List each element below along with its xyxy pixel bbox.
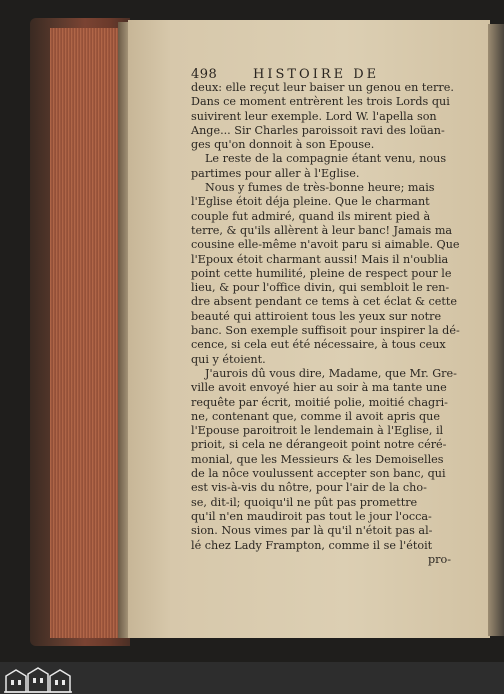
text-line: ville avoit envoyé hier au soir à ma tante une: [191, 381, 447, 395]
text-line: Dans ce moment entrèrent les trois Lords qui: [191, 95, 450, 109]
text-line: terre, & qu'ils allèrent à leur banc! Jamais ma: [191, 223, 453, 237]
text-line: qu'il n'en maudiroit pas tout le jour l'occa-: [191, 509, 432, 523]
text-line: de la nôce voulussent accepter son banc, qui: [191, 467, 446, 481]
text-line: monial, que les Messieurs & les Demoiselles: [191, 452, 444, 466]
text-line: lieu, & pour l'office divin, qui sembloit le ren-: [191, 281, 450, 295]
text-line: est vis-à-vis du nôtre, pour l'air de la cho-: [191, 481, 427, 495]
catchword: pro-: [427, 552, 451, 566]
text-line: ges qu'on donnoit à son Epouse.: [191, 138, 375, 152]
text-line: point cette humilité, pleine de respect pour le: [191, 266, 452, 280]
text-line: requête par écrit, moitié polie, moitié chagri-: [191, 395, 448, 409]
text-line: l'Eglise étoit déja pleine. Que le charmant: [191, 195, 430, 209]
text-line: cence, si cela eut été nécessaire, à tous ceux: [191, 338, 446, 352]
text-line: qui y étoient.: [191, 352, 266, 366]
text-line: deux: elle reçut leur baiser un genou en terre.: [191, 81, 454, 94]
text-line: se, dit-il; quoiqu'il ne pût pas promettre: [191, 495, 418, 509]
text-line: ne, contenant que, comme il avoit apris que: [191, 409, 440, 423]
text-line: J'aurois dû vous dire, Madame, que Mr. Gre-: [205, 366, 457, 380]
viewer-footer: [0, 662, 504, 694]
text-line: l'Epoux étoit charmant aussi! Mais il n'oublia: [191, 252, 449, 266]
text-line: l'Epouse paroitroit le lendemain à l'Eglise, il: [191, 424, 444, 438]
text-line: couple fut admiré, quand ils mirent pied à: [191, 209, 431, 223]
body-text: [191, 81, 460, 567]
text-line: beauté qui attiroient tous les yeux sur notre: [191, 309, 442, 323]
text-line: Nous y fumes de très-bonne heure; mais: [205, 181, 435, 195]
right-page-edge: [488, 24, 504, 636]
text-line: banc. Son exemple suffisoit pour inspirer la dé-: [191, 324, 460, 338]
text-line: cousine elle-même n'avoit paru si aimable. Que: [191, 238, 460, 252]
text-line: sion. Nous vimes par là qu'il n'étoit pas al-: [191, 524, 433, 538]
text-line: partimes pour aller à l'Eglise.: [191, 166, 360, 180]
text-line: prioit, si cela ne dérangeoit point notre céré-: [191, 438, 447, 452]
page-number: 498: [191, 67, 218, 82]
text-line: Ange... Sir Charles paroissoit ravi des loüan-: [191, 123, 445, 137]
running-title: HISTOIRE DE: [253, 67, 380, 82]
text-line: Le reste de la compagnie étant venu, nous: [205, 152, 447, 166]
library-logo-icon: [2, 664, 74, 694]
text-line: dre absent pendant ce tems à cet éclat & cette: [191, 295, 458, 309]
page-edges: [50, 28, 122, 638]
text-line: lé chez Lady Frampton, comme il se l'étoit: [191, 538, 433, 552]
text-line: suivirent leur exemple. Lord W. l'apella son: [191, 109, 437, 123]
